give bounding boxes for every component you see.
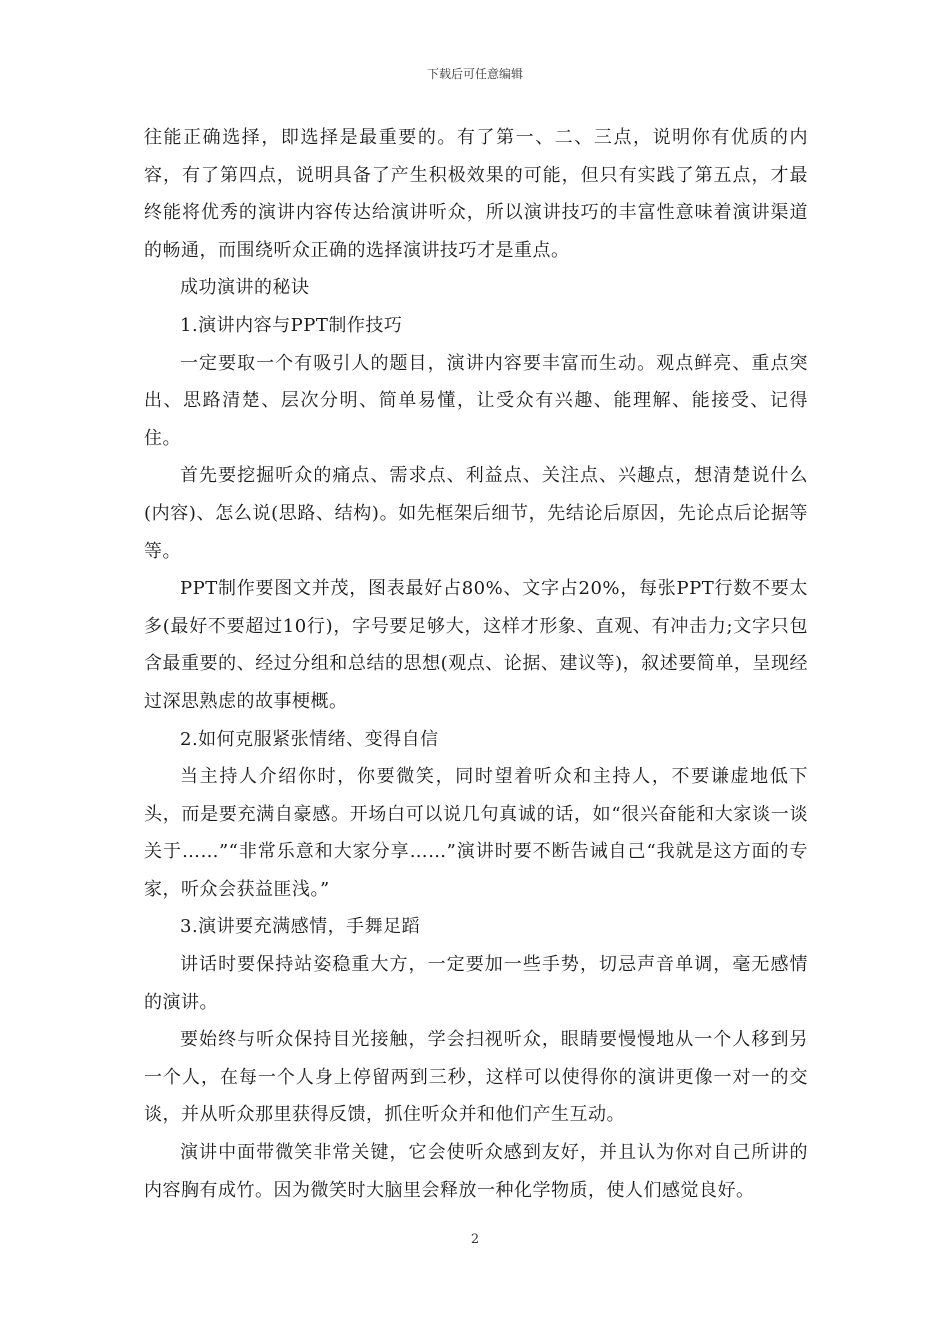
document-body (144, 119, 808, 1209)
subheading-overcome-nervousness: 2.如何克服紧张情绪、变得自信 (180, 728, 439, 750)
paragraph: PPT制作要图文并茂，图表最好占80%、文字占20%，每张PPT行数不要太多(最好不要超过10行)，字号要足够大，这样才形象、直观、有冲击力;文字只包含最重要的、经过分组和总结的思想(观点、论据、建议等)，叙述要简单，呈现经过深思熟虑的故事梗概。 (144, 578, 808, 712)
paragraph: 演讲中面带微笑非常关键，它会使听众感到友好，并且认为你对自己所讲的内容胸有成竹。因为微笑时大脑里会释放一种化学物质，使人们感觉良好。 (144, 1142, 808, 1201)
page-header: 下载后可任意编辑 (426, 67, 523, 81)
paragraph: 当主持人介绍你时，你要微笑，同时望着听众和主持人，不要谦虚地低下头，而是要充满自豪感。开场白可以说几句真诚的话，如“很兴奋能和大家谈一谈关于……”“非常乐意和大家分享……”演讲时要不断告诫自己“我就是这方面的专家，听众会获益匪浅。” (144, 766, 808, 900)
paragraph-continued: 往能正确选择，即选择是最重要的。有了第一、二、三点，说明你有优质的内容，有了第四点，说明具备了产生积极效果的可能，但只有实践了第五点，才最终能将优秀的演讲内容传达给演讲听众，所以演讲技巧的丰富性意味着演讲渠道的畅通，而围绕听众正确的选择演讲技巧才是重点。 (144, 127, 808, 261)
paragraph: 要始终与听众保持目光接触，学会扫视听众，眼睛要慢慢地从一个人移到另一个人，在每一个人身上停留两到三秒，这样可以使得你的演讲更像一对一的交谈，并从听众那里获得反馈，抓住听众并和他们产生互动。 (144, 1029, 808, 1126)
paragraph: 讲话时要保持站姿稳重大方，一定要加一些手势，切忌声音单调，毫无感情的演讲。 (144, 954, 808, 1013)
paragraph: 首先要挖掘听众的痛点、需求点、利益点、关注点、兴趣点，想清楚说什么(内容)、怎么说(思路、结构)。如先框架后细节，先结论后原因，先论点后论据等等。 (144, 465, 808, 562)
paragraph: 一定要取一个有吸引人的题目，演讲内容要丰富而生动。观点鲜亮、重点突出、思路清楚、层次分明、简单易懂，让受众有兴趣、能理解、能接受、记得住。 (144, 352, 808, 449)
subheading-content-and-ppt: 1.演讲内容与PPT制作技巧 (180, 314, 403, 336)
page-number: 2 (470, 1232, 480, 1247)
subheading-emotion-and-gestures: 3.演讲要充满感情，手舞足蹈 (180, 916, 421, 938)
section-heading-success-secrets: 成功演讲的秘诀 (180, 277, 310, 299)
